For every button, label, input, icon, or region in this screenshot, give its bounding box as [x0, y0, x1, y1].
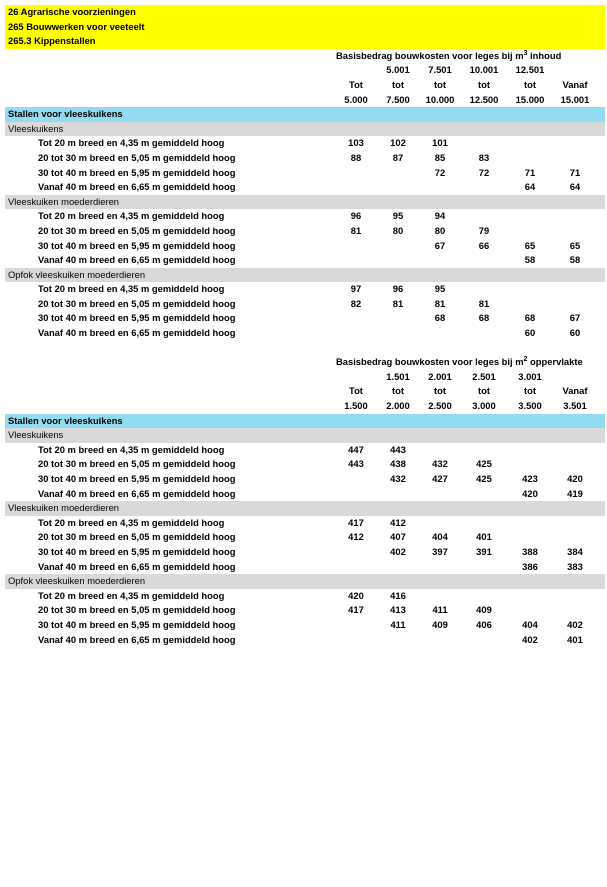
table-row	[5, 209, 605, 224]
group-header: Vleeskuiken moederdieren	[5, 195, 605, 210]
value-cell: 103	[348, 137, 364, 149]
value-cell: 432	[390, 473, 406, 484]
column-header: 3.000	[472, 400, 496, 412]
value-cell: 402	[522, 633, 538, 645]
column-header: 5.001	[386, 64, 410, 76]
table-row	[5, 603, 605, 618]
value-cell: 80	[392, 224, 404, 236]
column-header: tot	[434, 385, 446, 397]
column-header-row	[5, 63, 605, 78]
value-cell: 420	[567, 473, 583, 484]
value-cell: 81	[434, 297, 446, 309]
column-header: 10.000	[425, 93, 455, 105]
value-cell: 419	[567, 487, 583, 499]
heading-unit-exponent: 3	[523, 49, 528, 57]
column-header: 7.501	[428, 64, 452, 76]
value-cell: 409	[432, 618, 448, 630]
row-label: Tot 20 m breed en 4,35 m gemiddeld hoog	[38, 283, 225, 295]
column-header: Vanaf	[562, 385, 588, 397]
value-cell: 81	[350, 224, 362, 236]
spreadsheet-page	[5, 5, 605, 647]
value-cell: 420	[348, 589, 364, 601]
row-label: 20 tot 30 m breed en 5,05 m gemiddeld hoog	[38, 604, 236, 616]
value-cell: 96	[392, 283, 404, 295]
table-row	[5, 443, 605, 458]
value-cell: 72	[478, 166, 490, 178]
value-cell: 438	[390, 458, 406, 470]
value-cell: 409	[476, 604, 492, 616]
column-header-row	[5, 78, 605, 93]
column-header: tot	[434, 78, 446, 90]
table-heading	[336, 49, 561, 64]
value-cell: 64	[569, 181, 581, 193]
row-label: Tot 20 m breed en 4,35 m gemiddeld hoog	[38, 589, 225, 601]
value-cell: 97	[350, 283, 362, 295]
value-cell: 60	[569, 327, 581, 339]
row-label: Vanaf 40 m breed en 6,65 m gemiddeld hoog	[38, 254, 236, 266]
row-label: 30 tot 40 m breed en 5,95 m gemiddeld hoog	[38, 618, 236, 630]
column-header: tot	[478, 385, 490, 397]
column-header: Tot	[349, 385, 363, 397]
row-label: Vanaf 40 m breed en 6,65 m gemiddeld hoog	[38, 560, 236, 572]
column-header: 3.500	[518, 400, 542, 412]
value-cell: 94	[434, 210, 446, 222]
value-cell: 432	[432, 458, 448, 470]
value-cell: 83	[478, 151, 490, 163]
table-row	[5, 516, 605, 531]
column-header: 3.501	[563, 400, 587, 412]
value-cell: 417	[348, 604, 364, 616]
value-cell: 443	[390, 443, 406, 455]
value-cell: 58	[569, 254, 581, 266]
column-header: 2.500	[428, 400, 452, 412]
value-cell: 411	[390, 618, 406, 630]
column-header: 5.000	[344, 93, 368, 105]
row-label: Tot 20 m breed en 4,35 m gemiddeld hoog	[38, 516, 225, 528]
column-header: 3.001	[518, 370, 542, 382]
value-cell: 386	[522, 560, 538, 572]
table-row	[5, 136, 605, 151]
value-cell: 66	[478, 239, 490, 251]
table-row	[5, 311, 605, 326]
row-label: Vanaf 40 m breed en 6,65 m gemiddeld hoog	[38, 181, 236, 193]
value-cell: 80	[434, 224, 446, 236]
group-header: Vleeskuikens	[5, 428, 605, 443]
column-header: tot	[478, 78, 490, 90]
table-row	[5, 618, 605, 633]
value-cell: 95	[392, 210, 404, 222]
column-header: 10.001	[469, 64, 499, 76]
value-cell: 65	[524, 239, 536, 251]
group-header: Vleeskuikens	[5, 122, 605, 137]
value-cell: 85	[434, 151, 446, 163]
table-heading	[336, 355, 583, 370]
value-cell: 68	[478, 312, 490, 324]
value-cell: 443	[348, 458, 364, 470]
row-label: Vanaf 40 m breed en 6,65 m gemiddeld hoog	[38, 487, 236, 499]
value-cell: 420	[522, 487, 538, 499]
column-header: 2.501	[472, 370, 496, 382]
value-cell: 81	[392, 297, 404, 309]
row-label: Tot 20 m breed en 4,35 m gemiddeld hoog	[38, 443, 225, 455]
table-row	[5, 282, 605, 297]
table-heading-row	[5, 49, 605, 64]
value-cell: 72	[434, 166, 446, 178]
row-label: Vanaf 40 m breed en 6,65 m gemiddeld hoog	[38, 327, 236, 339]
value-cell: 68	[524, 312, 536, 324]
table-row	[5, 487, 605, 502]
value-cell: 391	[476, 545, 492, 557]
value-cell: 427	[432, 473, 448, 484]
value-cell: 407	[390, 531, 406, 543]
table-row	[5, 560, 605, 575]
value-cell: 68	[434, 312, 446, 324]
row-label: Tot 20 m breed en 4,35 m gemiddeld hoog	[38, 210, 225, 222]
value-cell: 95	[434, 283, 446, 295]
section-header: Stallen voor vleeskuikens	[5, 107, 605, 122]
value-cell: 82	[350, 297, 362, 309]
row-label: Tot 20 m breed en 4,35 m gemiddeld hoog	[38, 137, 225, 149]
column-header: tot	[392, 385, 404, 397]
value-cell: 411	[432, 604, 448, 616]
column-header: tot	[524, 385, 536, 397]
tariff-tables	[5, 49, 605, 647]
heading-suffix: inhoud	[527, 49, 562, 61]
row-label: 30 tot 40 m breed en 5,95 m gemiddeld hoog	[38, 312, 236, 324]
value-cell: 60	[524, 327, 536, 339]
value-cell: 79	[478, 224, 490, 236]
value-cell: 87	[392, 151, 404, 163]
value-cell: 447	[348, 443, 364, 455]
column-header: 7.500	[386, 93, 410, 105]
column-header: tot	[392, 78, 404, 90]
value-cell: 401	[476, 531, 492, 543]
value-cell: 388	[522, 545, 538, 557]
value-cell: 71	[569, 166, 581, 178]
value-cell: 65	[569, 239, 581, 251]
value-cell: 404	[432, 531, 448, 543]
value-cell: 402	[567, 618, 583, 630]
table-row	[5, 180, 605, 195]
value-cell: 101	[432, 137, 448, 149]
value-cell: 88	[350, 151, 362, 163]
group-header: Opfok vleeskuiken moederdieren	[5, 574, 605, 589]
value-cell: 67	[569, 312, 581, 324]
value-cell: 402	[390, 545, 406, 557]
column-header: 12.501	[515, 64, 545, 76]
value-cell: 412	[348, 531, 364, 543]
row-label: 30 tot 40 m breed en 5,95 m gemiddeld hoog	[38, 166, 236, 178]
heading-text: Basisbedrag bouwkosten voor leges bij m	[336, 356, 524, 368]
value-cell: 102	[390, 137, 406, 149]
value-cell: 416	[390, 589, 406, 601]
value-cell: 384	[567, 545, 583, 557]
title-chapter: 26 Agrarische voorzieningen	[5, 5, 605, 20]
group-header: Opfok vleeskuiken moederdieren	[5, 268, 605, 283]
column-header: 15.000	[515, 93, 545, 105]
heading-suffix: oppervlakte	[527, 356, 583, 368]
heading-text: Basisbedrag bouwkosten voor leges bij m	[336, 49, 524, 61]
column-header: 2.000	[386, 400, 410, 412]
column-header: 12.500	[469, 93, 499, 105]
column-header: Tot	[349, 78, 363, 90]
table-row	[5, 151, 605, 166]
value-cell: 425	[476, 458, 492, 470]
value-cell: 412	[390, 516, 406, 528]
value-cell: 404	[522, 618, 538, 630]
column-header-row	[5, 399, 605, 414]
value-cell: 401	[567, 633, 583, 645]
column-header: 2.001	[428, 370, 452, 382]
table-row	[5, 633, 605, 648]
value-cell: 67	[434, 239, 446, 251]
table-row	[5, 530, 605, 545]
row-label: 20 tot 30 m breed en 5,05 m gemiddeld hoog	[38, 531, 236, 543]
value-cell: 81	[478, 297, 490, 309]
value-cell: 383	[567, 560, 583, 572]
column-header: 15.001	[560, 93, 590, 105]
value-cell: 397	[432, 545, 448, 557]
table-row	[5, 297, 605, 312]
table-row	[5, 589, 605, 604]
row-label: 20 tot 30 m breed en 5,05 m gemiddeld hoog	[38, 297, 236, 309]
row-label: 30 tot 40 m breed en 5,95 m gemiddeld hoog	[38, 473, 236, 484]
table-row	[5, 239, 605, 254]
table-row	[5, 224, 605, 239]
column-header: Vanaf	[562, 78, 588, 90]
value-cell: 58	[524, 254, 536, 266]
column-header-row	[5, 370, 605, 385]
value-cell: 417	[348, 516, 364, 528]
table-row	[5, 472, 605, 487]
table-row	[5, 326, 605, 341]
table-row	[5, 166, 605, 181]
row-label: 20 tot 30 m breed en 5,05 m gemiddeld hoog	[38, 458, 236, 470]
value-cell: 425	[476, 473, 492, 484]
value-cell: 71	[524, 166, 536, 178]
column-header-row	[5, 384, 605, 399]
value-cell: 423	[522, 473, 538, 484]
column-header-row	[5, 93, 605, 108]
row-label: 20 tot 30 m breed en 5,05 m gemiddeld hoog	[38, 224, 236, 236]
column-header: 1.501	[386, 370, 410, 382]
group-header: Vleeskuiken moederdieren	[5, 501, 605, 516]
column-header: tot	[524, 78, 536, 90]
value-cell: 96	[350, 210, 362, 222]
section-header: Stallen voor vleeskuikens	[5, 414, 605, 429]
column-header: 1.500	[344, 400, 368, 412]
table-row	[5, 253, 605, 268]
heading-unit-exponent: 2	[523, 356, 528, 364]
title-subsection: 265.3 Kippenstallen	[5, 34, 605, 49]
value-cell: 413	[390, 604, 406, 616]
table-heading-row	[5, 355, 605, 370]
spacer-row	[5, 341, 605, 356]
row-label: 30 tot 40 m breed en 5,95 m gemiddeld hoog	[38, 545, 236, 557]
row-label: 30 tot 40 m breed en 5,95 m gemiddeld hoog	[38, 239, 236, 251]
table-row	[5, 545, 605, 560]
value-cell: 64	[524, 181, 536, 193]
title-section: 265 Bouwwerken voor veeteelt	[5, 20, 605, 35]
row-label: Vanaf 40 m breed en 6,65 m gemiddeld hoog	[38, 633, 236, 645]
value-cell: 406	[476, 618, 492, 630]
table-row	[5, 457, 605, 472]
row-label: 20 tot 30 m breed en 5,05 m gemiddeld hoog	[38, 151, 236, 163]
